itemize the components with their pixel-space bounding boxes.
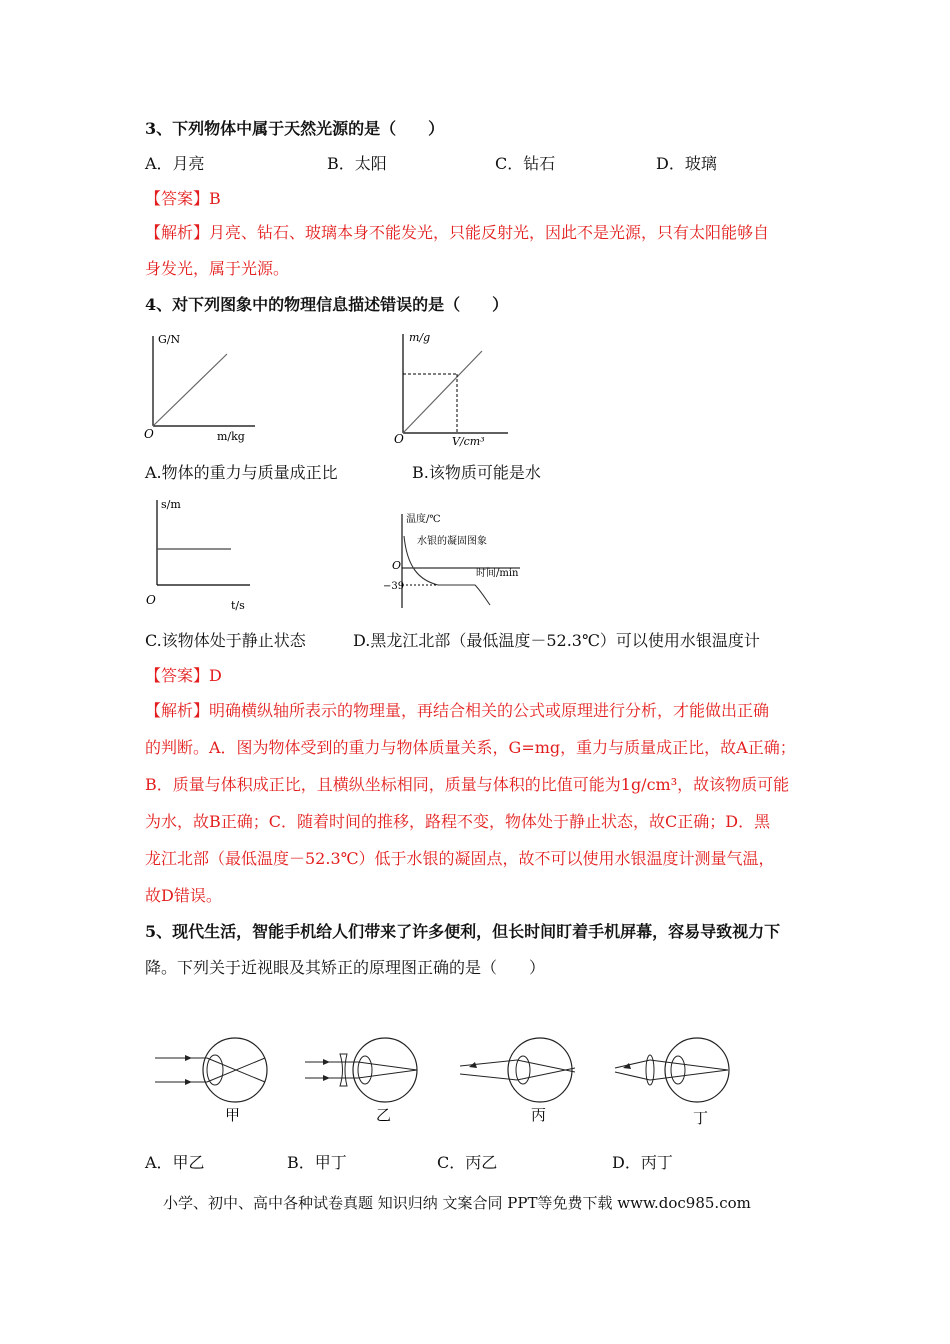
q4-option-d: D.黑龙江北部（最低温度－52.3℃）可以使用水银温度计 — [353, 631, 760, 650]
q5-option-b: B．甲丁 — [287, 1153, 347, 1172]
graph-d-ylabel: 温度/℃ — [406, 514, 441, 525]
q4-analysis-line: 为水，故B正确；C．随着时间的推移，路程不变，物体处于静止状态，故C正确；D．黑 — [145, 812, 771, 831]
graph-d-origin: O — [392, 559, 402, 572]
graph-c-xlabel: t/s — [231, 599, 245, 612]
q5-option-c: C．丙乙 — [437, 1153, 498, 1172]
eye-diagrams — [145, 1010, 745, 1135]
graph-b-xlabel: V/cm³ — [452, 435, 485, 448]
graph-a — [140, 326, 260, 446]
q3-option-c: C．钻石 — [495, 154, 556, 173]
eye-label-jia: 甲 — [225, 1106, 241, 1124]
eye-diagram-yi — [305, 1038, 417, 1124]
eye-label-bing: 丙 — [531, 1106, 547, 1124]
q4-analysis-line: 【解析】明确横纵轴所表示的物理量，再结合相关的公式或原理进行分析，才能做出正确 — [145, 701, 770, 720]
q3-analysis-line1: 【解析】月亮、钻石、玻璃本身不能发光，只能反射光，因此不是光源，只有太阳能够自 — [145, 223, 770, 242]
graph-d-mark: −39 — [383, 581, 405, 592]
eye-label-ding: 丁 — [693, 1109, 709, 1127]
graph-c-origin: O — [146, 593, 156, 607]
graph-d — [380, 508, 530, 612]
q5-option-d: D．丙丁 — [612, 1153, 673, 1172]
graph-c — [142, 492, 257, 614]
graph-a-ylabel: G/N — [158, 333, 181, 346]
q4-analysis-line: 故D错误。 — [145, 886, 222, 905]
q4-analysis-line: B．质量与体积成正比，且横纵坐标相同，质量与体积的比值可能为1g/cm³，故该物质可能 — [145, 775, 790, 794]
q3-option-d: D．玻璃 — [656, 154, 717, 173]
eye-diagram-bing — [460, 1038, 575, 1124]
graph-b-ylabel: m/g — [409, 331, 431, 344]
graph-a-line — [153, 354, 227, 426]
q3-answer: 【答案】B — [145, 189, 221, 208]
graph-b-line — [403, 351, 482, 433]
eye-diagram-ding — [615, 1038, 729, 1127]
q3-option-a: A．月亮 — [145, 154, 205, 173]
eye-diagram-jia — [155, 1038, 267, 1124]
graph-c-ylabel: s/m — [161, 498, 181, 511]
q4-answer: 【答案】D — [145, 666, 222, 685]
q4-option-b: B.该物质可能是水 — [412, 463, 541, 482]
q5-option-a: A．甲乙 — [145, 1153, 205, 1172]
eye-label-yi: 乙 — [376, 1106, 392, 1124]
graph-b-origin: O — [394, 432, 404, 446]
graph-d-xlabel: 时间/min — [476, 568, 519, 579]
graph-a-origin: O — [144, 427, 154, 441]
q4-option-a: A.物体的重力与质量成正比 — [145, 463, 338, 482]
q4-analysis-line: 龙江北部（最低温度－52.3℃）低于水银的凝固点，故不可以使用水银温度计测量气温， — [145, 849, 775, 868]
q4-option-c: C.该物体处于静止状态 — [145, 631, 306, 650]
q4-analysis-line: 的判断。A．图为物体受到的重力与物体质量关系，G=mg，重力与质量成正比，故A正确； — [145, 738, 796, 757]
q3-analysis-line2: 身发光，属于光源。 — [145, 259, 290, 278]
q4-stem: 4、对下列图象中的物理信息描述错误的是（ ） — [145, 295, 509, 314]
q5-stem-line1: 5、现代生活，智能手机给人们带来了许多便利，但长时间盯着手机屏幕，容易导致视力下 — [145, 922, 781, 941]
graph-a-xlabel: m/kg — [217, 430, 245, 443]
q5-stem-line2: 降。下列关于近视眼及其矫正的原理图正确的是（ ） — [145, 958, 546, 977]
graph-d-title: 水银的凝固图象 — [417, 536, 487, 547]
q3-stem: 3、下列物体中属于天然光源的是（ ） — [145, 119, 445, 138]
q3-option-b: B．太阳 — [327, 154, 387, 173]
footer-text: 小学、初中、高中各种试卷真题 知识归纳 文案合同 PPT等免费下载 www.doc985.com — [163, 1194, 751, 1212]
graph-b — [392, 326, 522, 448]
